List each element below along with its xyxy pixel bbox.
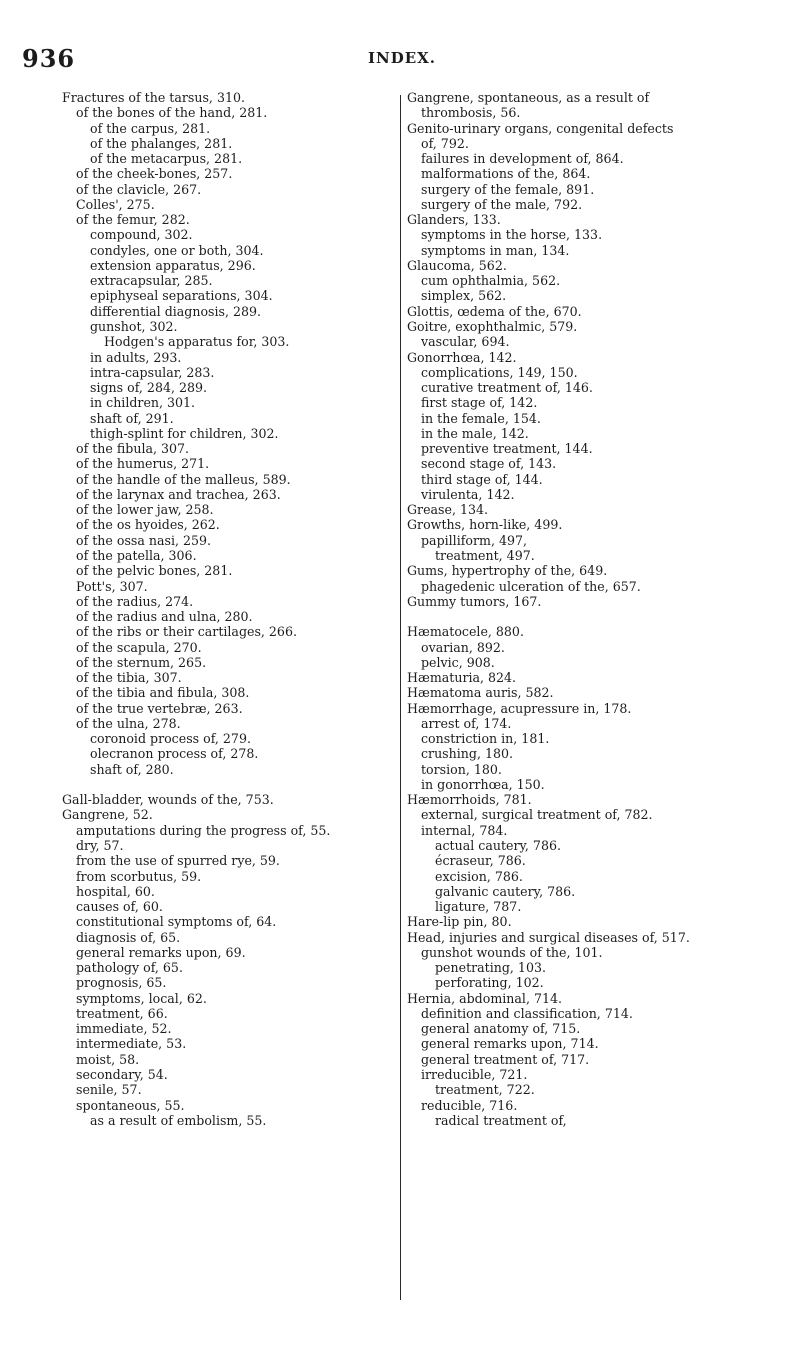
- index-heading-entry: Hare-lip pin, 80.: [407, 914, 512, 930]
- index-subentry: causes of, 60.: [76, 899, 163, 915]
- index-subentry: of the bones of the hand, 281.: [76, 105, 268, 121]
- index-subentry: of the tibia and fibula, 308.: [76, 685, 250, 701]
- index-subentry: Hodgen's apparatus for, 303.: [104, 334, 290, 350]
- index-subentry: symptoms in man, 134.: [421, 242, 570, 258]
- index-subentry: immediate, 52.: [76, 1021, 172, 1037]
- index-subentry: internal, 784.: [421, 822, 508, 838]
- index-subentry: general treatment of, 717.: [421, 1051, 590, 1067]
- index-subentry: from scorbutus, 59.: [76, 868, 202, 884]
- index-subentry: senile, 57.: [76, 1082, 142, 1098]
- index-subentry: of the ossa nasi, 259.: [76, 532, 212, 548]
- index-subentry: of the radius and ulna, 280.: [76, 609, 253, 625]
- index-subentry: olecranon process of, 278.: [90, 746, 259, 762]
- index-subentry: secondary, 54.: [76, 1067, 168, 1082]
- index-subentry: coronoid process of, 279.: [90, 731, 251, 747]
- index-subentry: écraseur, 786.: [435, 853, 526, 869]
- index-subentry: constriction in, 181.: [421, 731, 550, 747]
- index-heading-entry: Hæmatoma auris, 582.: [407, 685, 554, 701]
- index-subentry: shaft of, 291.: [90, 410, 174, 426]
- index-subentry: hospital, 60.: [76, 883, 155, 899]
- index-subentry: gunshot, 302.: [90, 318, 178, 334]
- index-subentry: of the phalanges, 281.: [90, 135, 233, 151]
- index-subentry: in the female, 154.: [421, 410, 541, 426]
- index-heading-entry: Gummy tumors, 167.: [407, 593, 542, 609]
- index-subentry: torsion, 180.: [421, 761, 502, 777]
- index-subentry: in gonorrhœa, 150.: [421, 776, 545, 792]
- index-subentry: treatment, 66.: [76, 1005, 168, 1021]
- index-subentry: treatment, 722.: [435, 1082, 535, 1098]
- index-subentry: simplex, 562.: [421, 288, 507, 304]
- index-subentry: extracapsular, 285.: [90, 273, 213, 289]
- index-subentry: second stage of, 143.: [421, 456, 557, 472]
- index-subentry: general remarks upon, 714.: [421, 1036, 599, 1052]
- index-heading-entry: Hæmorrhoids, 781.: [407, 792, 532, 808]
- index-subentry: of the os hyoides, 262.: [76, 517, 220, 533]
- index-heading-entry: Head, injuries and surgical diseases of, 517.: [407, 929, 690, 945]
- index-subentry: vascular, 694.: [421, 334, 510, 350]
- index-subentry: of the sternum, 265.: [76, 654, 207, 670]
- index-subentry: signs of, 284, 289.: [90, 380, 208, 396]
- index-heading-entry: Growths, horn-like, 499.: [407, 517, 563, 533]
- index-subentry: thigh-splint for children, 302.: [90, 425, 279, 441]
- index-subentry: complications, 149, 150.: [421, 364, 578, 380]
- index-heading-entry: Gangrene, spontaneous, as a result of: [407, 90, 650, 105]
- index-subentry: of the scapula, 270.: [76, 639, 202, 655]
- index-subentry: of the femur, 282.: [76, 212, 190, 228]
- index-subentry: as a result of embolism, 55.: [90, 1112, 267, 1128]
- index-subentry: moist, 58.: [76, 1051, 140, 1067]
- index-subentry: first stage of, 142.: [421, 395, 538, 411]
- index-subentry: of the true vertebræ, 263.: [76, 700, 243, 716]
- index-heading-entry: Hæmaturia, 824.: [407, 670, 517, 686]
- index-subentry: diagnosis of, 65.: [76, 929, 181, 945]
- running-head: INDEX.: [368, 49, 437, 67]
- index-subentry: reducible, 716.: [421, 1097, 518, 1113]
- index-heading-entry: Glaucoma, 562.: [407, 257, 507, 273]
- section-gap: [62, 777, 392, 792]
- index-column-right: [407, 90, 792, 1128]
- index-subentry: of the radius, 274.: [76, 593, 194, 609]
- index-subentry: phagedenic ulceration of the, 657.: [421, 578, 641, 594]
- index-subentry: general anatomy of, 715.: [421, 1021, 581, 1037]
- index-subentry: in the male, 142.: [421, 425, 529, 441]
- index-subentry: of the humerus, 271.: [76, 456, 210, 472]
- index-subentry: symptoms, local, 62.: [76, 990, 207, 1006]
- index-subentry: radical treatment of,: [435, 1112, 567, 1128]
- index-subentry: of the tibia, 307.: [76, 670, 182, 686]
- index-heading-entry: Gangrene, 52.: [62, 807, 153, 823]
- index-subentry: of the lower jaw, 258.: [76, 502, 214, 518]
- index-subentry: definition and classification, 714.: [421, 1005, 633, 1021]
- index-subentry: treatment, 497.: [435, 547, 535, 563]
- section-gap: [407, 609, 792, 624]
- index-subentry: compound, 302.: [90, 227, 193, 243]
- index-subentry: virulenta, 142.: [421, 486, 515, 502]
- index-subentry: amputations during the progress of, 55.: [76, 822, 331, 838]
- index-subentry: third stage of, 144.: [421, 471, 543, 487]
- index-subentry: Pott's, 307.: [76, 578, 148, 594]
- index-subentry: of the ulna, 278.: [76, 715, 181, 731]
- index-subentry: perforating, 102.: [435, 975, 544, 991]
- index-subentry: epiphyseal separations, 304.: [90, 288, 273, 304]
- index-subentry: constitutional symptoms of, 64.: [76, 914, 277, 930]
- index-subentry: of the carpus, 281.: [90, 120, 211, 136]
- index-subentry: spontaneous, 55.: [76, 1097, 185, 1113]
- index-subentry: ligature, 787.: [435, 899, 522, 915]
- index-subentry: thrombosis, 56.: [421, 105, 521, 121]
- index-subentry: curative treatment of, 146.: [421, 380, 593, 396]
- index-heading-entry: Hæmatocele, 880.: [407, 624, 524, 640]
- index-subentry: surgery of the male, 792.: [421, 196, 583, 212]
- index-subentry: crushing, 180.: [421, 746, 514, 762]
- index-heading-entry: Goitre, exophthalmic, 579.: [407, 318, 578, 334]
- index-subentry: in children, 301.: [90, 395, 196, 411]
- index-heading-entry: Glottis, œdema of the, 670.: [407, 303, 582, 319]
- index-subentry: galvanic cautery, 786.: [435, 883, 576, 899]
- index-subentry: ovarian, 892.: [421, 639, 505, 655]
- index-subentry: shaft of, 280.: [90, 761, 174, 777]
- index-heading-entry: Hernia, abdominal, 714.: [407, 990, 562, 1006]
- index-subentry: of the patella, 306.: [76, 547, 197, 563]
- index-subentry: papilliform, 497,: [421, 532, 527, 548]
- index-subentry: condyles, one or both, 304.: [90, 242, 264, 258]
- page-number: 936: [22, 44, 76, 73]
- index-subentry: symptoms in the horse, 133.: [421, 227, 603, 243]
- index-heading-entry: Fractures of the tarsus, 310.: [62, 90, 245, 105]
- index-subentry: dry, 57.: [76, 838, 124, 854]
- index-subentry: of the clavicle, 267.: [76, 181, 202, 197]
- index-subentry: general remarks upon, 69.: [76, 944, 246, 960]
- index-subentry: failures in development of, 864.: [421, 151, 624, 167]
- index-heading-entry: Gums, hypertrophy of the, 649.: [407, 563, 608, 579]
- index-column-left: [62, 90, 392, 1128]
- index-heading-entry: Hæmorrhage, acupressure in, 178.: [407, 700, 632, 716]
- index-subentry: of the larynax and trachea, 263.: [76, 486, 281, 502]
- index-subentry: of the handle of the malleus, 589.: [76, 471, 291, 487]
- index-subentry: external, surgical treatment of, 782.: [421, 807, 653, 823]
- index-subentry: in adults, 293.: [90, 349, 182, 365]
- index-heading-entry: Gall-bladder, wounds of the, 753.: [62, 792, 274, 808]
- index-subentry: prognosis, 65.: [76, 975, 167, 991]
- index-subentry: surgery of the female, 891.: [421, 181, 595, 197]
- index-subentry: of the ribs or their cartilages, 266.: [76, 624, 297, 640]
- index-heading-entry: Glanders, 133.: [407, 212, 501, 228]
- index-subentry: differential diagnosis, 289.: [90, 303, 262, 319]
- index-subentry: irreducible, 721.: [421, 1067, 528, 1082]
- index-subentry: intra-capsular, 283.: [90, 364, 215, 380]
- index-subentry: preventive treatment, 144.: [421, 441, 593, 457]
- index-subentry: penetrating, 103.: [435, 960, 546, 976]
- index-subentry: of the cheek-bones, 257.: [76, 166, 233, 182]
- index-subentry: of the pelvic bones, 281.: [76, 563, 233, 579]
- column-divider: [400, 95, 401, 1300]
- index-subentry: actual cautery, 786.: [435, 838, 561, 854]
- index-subentry: intermediate, 53.: [76, 1036, 187, 1052]
- index-subentry: malformations of the, 864.: [421, 166, 591, 182]
- index-subentry: of the metacarpus, 281.: [90, 151, 243, 167]
- index-subentry: pelvic, 908.: [421, 654, 495, 670]
- index-subentry: of the fibula, 307.: [76, 441, 190, 457]
- index-subentry: extension apparatus, 296.: [90, 257, 256, 273]
- index-subentry: pathology of, 65.: [76, 960, 183, 976]
- index-subentry: from the use of spurred rye, 59.: [76, 853, 280, 869]
- index-subentry: cum ophthalmia, 562.: [421, 273, 561, 289]
- index-heading-entry: Gonorrhœa, 142.: [407, 349, 517, 365]
- index-heading-entry: Grease, 134.: [407, 502, 489, 518]
- index-subentry: Colles', 275.: [76, 196, 155, 212]
- index-subentry: gunshot wounds of the, 101.: [421, 944, 603, 960]
- index-heading-entry: Genito-urinary organs, congenital defects: [407, 120, 674, 136]
- index-subentry: excision, 786.: [435, 868, 523, 884]
- index-subentry: arrest of, 174.: [421, 715, 512, 731]
- index-subentry: of, 792.: [421, 135, 469, 151]
